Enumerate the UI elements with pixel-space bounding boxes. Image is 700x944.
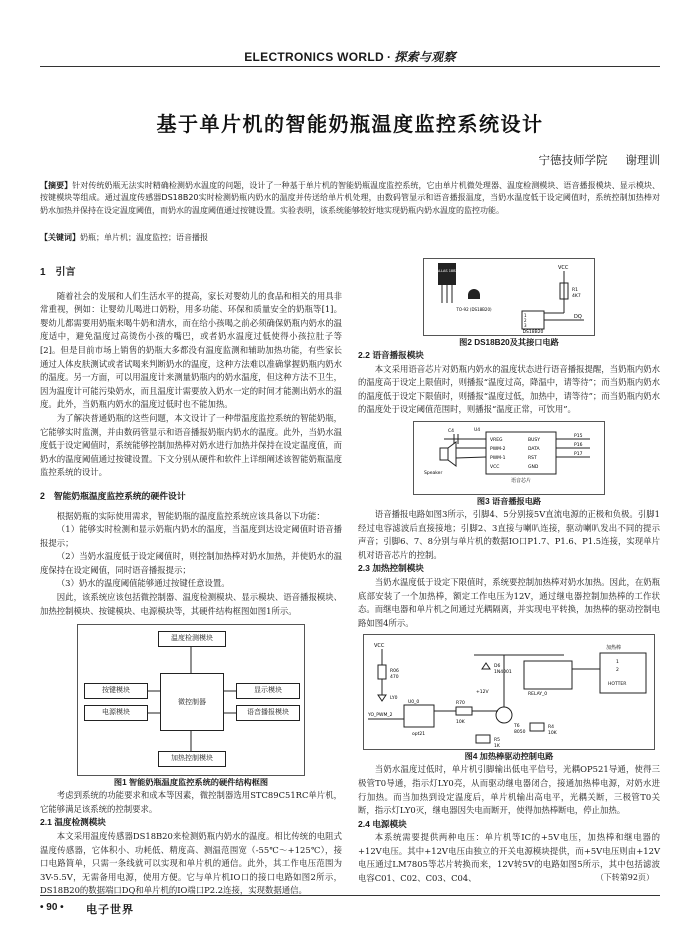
section-2-2-paragraph: 本文采用语音芯片对奶瓶内奶水的温度状态进行语音播报提醒，当奶瓶内奶水的温度高于设定上限值时，则播报“温度过高，降温中，请等待”；而当奶瓶内奶水的温度低于设定下限值时，则播报“温度过低，加热中，请等待”；而当奶瓶内奶水的温度处于设定阈值范围时，则播报“温度正常，可饮用”。 (358, 363, 660, 415)
r4-label: R4 (548, 725, 554, 731)
r06-value: 470 (390, 675, 399, 681)
io-pin-label: YO_PWM_2 (368, 713, 393, 719)
journal-name-footer: 电子世界 (86, 904, 134, 916)
chip-pin-data: DATA (528, 446, 540, 452)
block-temperature-module: 温度检测模块 (158, 631, 226, 647)
footer-rule (40, 895, 660, 896)
requirement-item-3: （3）奶水的温度阈值能够通过按键任意设置。 (56, 578, 230, 589)
figure-1-caption: 图1 智能奶瓶温度监控系统的硬件结构框图 (113, 778, 269, 788)
abstract (40, 180, 660, 217)
section-1-paragraph-2: 为了解决普通奶瓶的这些问题，本文设计了一种带温度监控系统的智能奶瓶，它能够实时监测，并由数码管显示和语音播报奶瓶内奶水的温度。此外，当奶水温度低于设定阈值时，系统能够控制加热棒对奶水进行加热并保持在设定温度值，而奶水的温度阈值通过按键设置。下文分别从硬件和软件上详细阐述该智能奶瓶温度监控系统的设计。 (40, 412, 342, 478)
dq-label: DQ (574, 314, 582, 320)
header-rule (40, 66, 660, 67)
u4-label: U4 (474, 427, 481, 433)
figure-2-drawing (424, 259, 594, 335)
section-1-paragraph-1: 随着社会的发展和人们生活水平的提高，家长对婴幼儿的食品和相关的用具非常重视，例如：让婴幼儿喝进口奶粉，用多功能、环保和质量安全的奶瓶等[1]。婴幼儿都需要用奶瓶来喝牛奶和清水，而在给小孩喝之前必须确保奶瓶内奶水的温度适中，避免温度过高烫伤小孩的嘴巴，或者奶水温度过低使得小孩拉肚子等[2]。但是目前市场上销售的奶瓶大多都没有温度监测和辅助加热功能，有些家长通过人体皮肤测试或者试喝来判断奶水的温度，这种方法难以准确掌握奶瓶内奶水的温度。另一方面，可以用温度计来测量奶瓶内的奶水温度，但这种方法不卫生，因为温度计可能污染奶水，而且温度计需要放入奶水一定的时间才能测出奶水的温度。此外，当奶瓶内奶水的温度过低时也不能加热。 (40, 290, 342, 410)
ic-label: DS18B20 (522, 330, 544, 335)
mcu-selection-paragraph: 考虑到系统的功能要求和成本等因素，微控制器选用STC89C51RC单片机，它能够满足该系统的控制要求。 (40, 790, 342, 814)
journal-english-name: ELECTRONICS WORLD (244, 50, 384, 64)
r06-label: R06 (390, 669, 399, 675)
figure-2-circuit (423, 258, 595, 336)
hotter-label: HOTTER (608, 682, 627, 688)
connector-pin-2: 2 (616, 668, 619, 674)
figure-3-circuit (413, 421, 605, 495)
capacitor-label: C4 (448, 428, 455, 434)
port-p16: P16 (574, 442, 583, 448)
chip-pin-vcc: VCC (490, 464, 500, 470)
r70-value: 10K (456, 720, 465, 726)
author-line (539, 152, 661, 168)
heater-label: 加热棒 (606, 645, 622, 652)
chip-pin-vreg: VREG (490, 437, 503, 443)
section-2-4-heading: 2.4 电源模块 (358, 818, 407, 829)
section-2-paragraph-2: 因此，该系统应该包括微控制器、温度检测模块、显示模块、语音播报模块、加热控制模块、按键模块、电源模块等，其硬件结构框图如图1所示。 (40, 592, 342, 616)
section-2-4-paragraph: 本系统需要提供两种电压：单片机等IC的+5V电压，加热棒和继电器的+12V电压。其中+12V电压由独立的开关电源模块提供，而+5V电压则由+12V电压通过LM7805等芯片转换而来，12V转5V的电路如图5所示，其中包括滤波电容C01、C02、C03、C04、 (358, 832, 660, 884)
r5-label: R5 (494, 738, 500, 744)
keywords-label: 【关键词】 (40, 233, 80, 242)
chip-pin-gnd: GND (528, 464, 539, 470)
keywords-text: 奶瓶；单片机；温度监控；语音播报 (80, 233, 208, 242)
optocoupler-u-label: U0_0 (408, 700, 420, 706)
figure-1-block-diagram (77, 624, 305, 776)
article-title: 基于单片机的智能奶瓶温度监控系统设计 (156, 112, 544, 136)
12v-label: +12V (476, 690, 489, 696)
figure-3-drawing (414, 422, 604, 494)
block-voice-module: 语音播报模块 (236, 705, 300, 721)
author-name: 谢理训 (625, 153, 660, 167)
figure-3-caption: 图3 语音播报电路 (476, 496, 542, 506)
optocoupler-label: opt21 (412, 732, 426, 738)
running-head (0, 48, 700, 65)
section-2-paragraph-1: 根据奶瓶的实际使用需求，智能奶瓶的温度监控系统应该具备以下功能： (56, 510, 325, 521)
requirement-item-2: （2）当奶水温度低于设定阈值时，则控制加热棒对奶水加热，并使奶水的温度保持在设定阈值，同时语音播报提示； (40, 551, 342, 575)
connector-pin-1: 1 (616, 660, 619, 666)
chip-pin-pwm1: PWM-1 (490, 455, 506, 461)
page-number: • 90 • (40, 902, 64, 913)
diode-label: D6 (494, 664, 501, 670)
pin-3-label: 3 (524, 323, 527, 328)
pin-2-label: 2 (524, 318, 527, 323)
r4-value: 10K (548, 731, 557, 737)
figure-4-circuit (363, 634, 655, 750)
abstract-text: 针对传统奶瓶无法实时精确检测奶水温度的问题，设计了一种基于单片机的智能奶瓶温度监控系统，它由单片机微处理器、温度检测模块、语音播报模块、显示模块、按键模块等组成。通过温度传感器DS18B20实时检测奶瓶内奶水的温度并传送给单片机处理，由数码管显示和语音播报温度，当奶水温度低于设定阈值时，系统控制加热棒对奶水加热并保持在设定温度阈值，而奶水的温度阈值通过按键设置。实验表明，该系统能够较好地实现奶瓶内奶水温度的监控功能。 (40, 181, 661, 215)
r5-value: 1K (494, 744, 500, 750)
section-2-1-heading: 2.1 温度检测模块 (40, 817, 106, 828)
vcc-label: VCC (558, 265, 569, 271)
resistor-value: 4K7 (572, 294, 581, 299)
port-p17: P17 (574, 451, 583, 457)
author-affiliation: 宁德技师学院 (538, 153, 608, 167)
relay-label: RELAY_0 (528, 692, 548, 698)
requirement-item-1: （1）能够实时检测和显示奶瓶内奶水的温度，当温度到达设定阈值时语音播报提示； (40, 524, 342, 548)
column-name: 探索与观察 (394, 50, 456, 64)
section-2-3-heading: 2.3 加热控制模块 (358, 563, 424, 574)
transistor-label: T6 (514, 724, 520, 730)
figure-4-drawing (364, 635, 654, 749)
led-label: LY0 (390, 696, 398, 702)
block-heating-module: 加热控制模块 (158, 751, 226, 767)
section-2-1-paragraph: 本文采用温度传感器DS18B20来检测奶瓶内奶水的温度。相比传统的电阻式温度传感器，它体积小、功耗低、精度高、测温范围宽（-55℃～+125℃），接口电路简单，只需一条线就可以实现和单片机的通信。此外，其工作电压范围为3V-5.5V，无需备用电源，使用方便。它与单片机IO口的接口电路如图2所示，DS18B20的数据端口DQ和单片机的IO端口P2.2连接，实现数据通信。 (40, 831, 342, 896)
left-column (40, 258, 342, 898)
section-1-heading: 1 引言 (40, 267, 76, 278)
vcc-label: VCC (374, 643, 385, 650)
voice-circuit-paragraph: 语音播报电路如图3所示，引脚4、5分别接5V直流电源的正极和负极。引脚1经过电容滤波后直接接地；引脚2、3直接与喇叭连接，驱动喇叭发出不同的提示声音；引脚6、7、8分别与单片机的数据IO口P1.7、P1.6、P1.5连接，实现单片机对语音芯片的控制。 (358, 508, 660, 560)
figure-2-caption: 图2 DS18B20及其接口电路 (459, 338, 559, 347)
r70-label: R70 (456, 701, 465, 707)
block-power-module: 电源模块 (84, 705, 148, 721)
right-column (358, 258, 660, 886)
pin-1-label: 1 (524, 313, 527, 318)
speaker-label: Speaker (424, 470, 443, 476)
keywords (40, 232, 660, 244)
package-label: TO-92 (DS18B20) (456, 307, 492, 312)
abstract-label: 【摘要】 (40, 181, 73, 190)
block-microcontroller: 微控制器 (160, 673, 224, 731)
chip-pin-rst: RST (528, 455, 537, 461)
continued-note: （下转第92页） (595, 873, 654, 882)
block-display-module: 显示模块 (236, 683, 300, 699)
port-p15: P15 (574, 433, 583, 439)
transistor-value: 8050 (514, 730, 526, 736)
section-2-heading: 2 智能奶瓶温度监控系统的硬件设计 (40, 490, 186, 501)
section-2-3-paragraph: 当奶水温度低于设定下限值时，系统要控制加热棒对奶水加热。因此，在奶瓶底部安装了一个加热棒，额定工作电压为12V，通过继电器控制加热棒的工作状态。而继电器和单片机之间通过光耦隔离，并实现电平转换，加热棒的驱动控制电路如图4所示。 (358, 576, 660, 628)
voice-chip-label: 语音芯片 (510, 477, 532, 484)
header-separator: · (386, 50, 392, 64)
block-key-module: 按键模块 (84, 683, 148, 699)
heater-operation-paragraph: 当奶水温度过低时，单片机引脚输出低电平信号，光耦OP521导通，使得三极管T0导通，指示灯LY0亮，从而驱动继电器闭合，接通加热棒电源，对奶水进行加热。而当加热到设定温度后，单片机输出高电平，光耦关断，三极管T0关断，指示灯LY0灭，继电器因失电而断开，使得加热棒断电，停止加热。 (358, 764, 660, 816)
chip-pin-busy: BUSY (528, 437, 540, 443)
resistor-label: R1 (572, 288, 578, 293)
chip-pin-pwm2: PWM-2 (490, 446, 506, 452)
section-2-2-heading: 2.2 语音播报模块 (358, 350, 424, 360)
figure-4-caption: 图4 加热棒驱动控制电路 (464, 752, 554, 762)
diode-value: 1N4001 (494, 670, 512, 676)
chip-marking: DALLAS 18B20 (433, 269, 461, 273)
